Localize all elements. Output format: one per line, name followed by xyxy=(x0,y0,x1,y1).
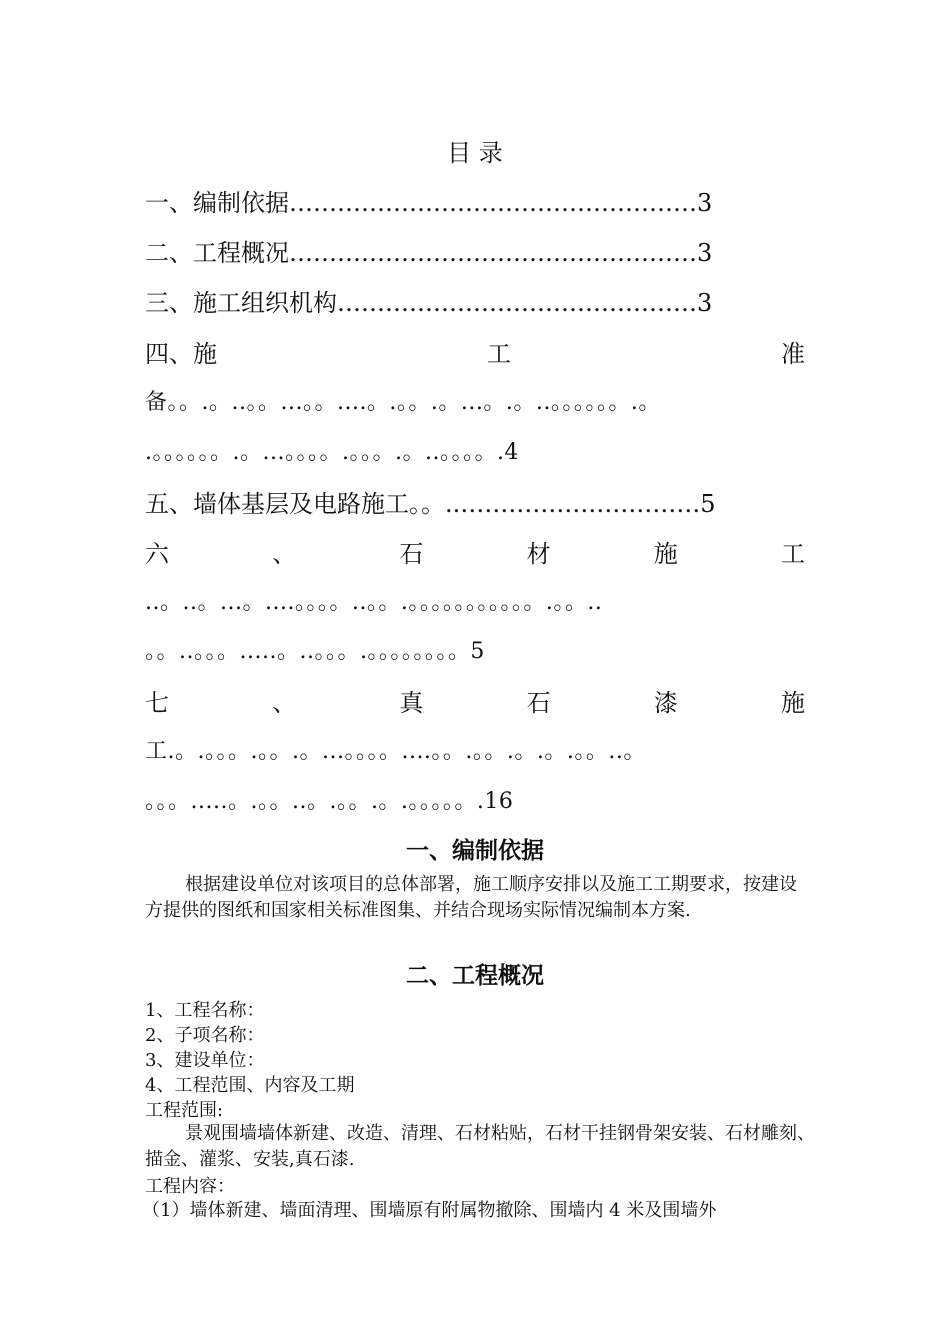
overview-line: 4、工程范围、内容及工期 xyxy=(145,1075,355,1096)
overview-line: 工程范围: xyxy=(145,1100,224,1121)
toc-item-4-part: 准 xyxy=(781,340,805,368)
toc-item-7-part: 真 xyxy=(399,689,424,717)
toc-item-7-part: 石 xyxy=(526,689,551,717)
overview-line: 1、工程名称： xyxy=(145,1000,265,1021)
content-label: 工程内容： xyxy=(145,1176,235,1197)
toc-item-6-continuation: ..。..。...。....。。。。..。。.。。。。。。。。。。。.。。.. xyxy=(145,590,603,615)
toc-title: 目 录 xyxy=(447,139,503,167)
toc-item-6-part: 材 xyxy=(526,540,551,568)
toc-item-7-part: 、 xyxy=(272,689,297,717)
toc-item-7-part: 七 xyxy=(145,689,169,717)
toc-item-6-part: 工 xyxy=(780,540,805,568)
overview-line: 3、建设单位： xyxy=(145,1050,265,1071)
toc-item-1: 一、编制依据……………………………………………3 xyxy=(145,189,713,217)
toc-item-6 xyxy=(145,534,805,569)
toc-item-7 xyxy=(145,683,805,718)
toc-item-7-continuation-2: 。。。.....。.。。..。.。。.。.。。。。。.16 xyxy=(145,789,514,814)
toc-item-7-part: 漆 xyxy=(653,689,678,717)
toc-item-4-part: 四、施 xyxy=(145,340,217,368)
scope-body: 景观围墙墙体新建、改造、清理、石材粘贴，石材干挂钢骨架安装、石材雕刻、描金、灌浆、安装,真石漆. xyxy=(145,1123,815,1170)
toc-item-7-continuation: 工.。.。。。.。。.。...。。。。....。。.。。.。.。.。。..。 xyxy=(145,739,646,764)
overview-line: 2、子项名称： xyxy=(145,1025,265,1046)
toc-item-4 xyxy=(145,334,805,369)
toc-item-3: 三、施工组织机构………………………………………3 xyxy=(145,289,713,317)
toc-item-4-continuation: 备。。.。..。。...。。....。.。。.。...。.。..。。。。。。.。 xyxy=(145,390,661,415)
section-heading-overview: 二、工程概况 xyxy=(406,962,544,989)
content-line: （1）墙体新建、墙面清理、围墙原有附属物撤除、围墙内 4 米及围墙外 xyxy=(142,1200,717,1221)
toc-item-7-part: 施 xyxy=(780,689,805,717)
toc-item-6-part: 石 xyxy=(399,540,424,568)
toc-item-6-part: 六 xyxy=(145,540,169,568)
toc-item-4-part: 工 xyxy=(487,340,511,368)
toc-item-6-part: 、 xyxy=(272,540,297,568)
section-basis-body: 根据建设单位对该项目的总体部署，施工顺序安排以及施工工期要求，按建设方提供的图纸和国家相关标准图集、并结合现场实际情况编制本方案. xyxy=(145,874,797,921)
toc-item-4-continuation-2: .。。。。。。.。...。。。。.。。。.。..。。。。.4 xyxy=(145,440,519,465)
toc-item-5: 五、墙体基层及电路施工。。..…………………………5 xyxy=(145,490,716,518)
toc-item-6-part: 施 xyxy=(653,540,678,568)
toc-item-6-continuation-2: 。。..。。。.....。..。。。.。。。。。。。。5 xyxy=(145,639,485,664)
toc-item-2: 二、工程概况……………………………………………3 xyxy=(145,239,713,267)
section-heading-basis: 一、编制依据 xyxy=(406,837,544,864)
